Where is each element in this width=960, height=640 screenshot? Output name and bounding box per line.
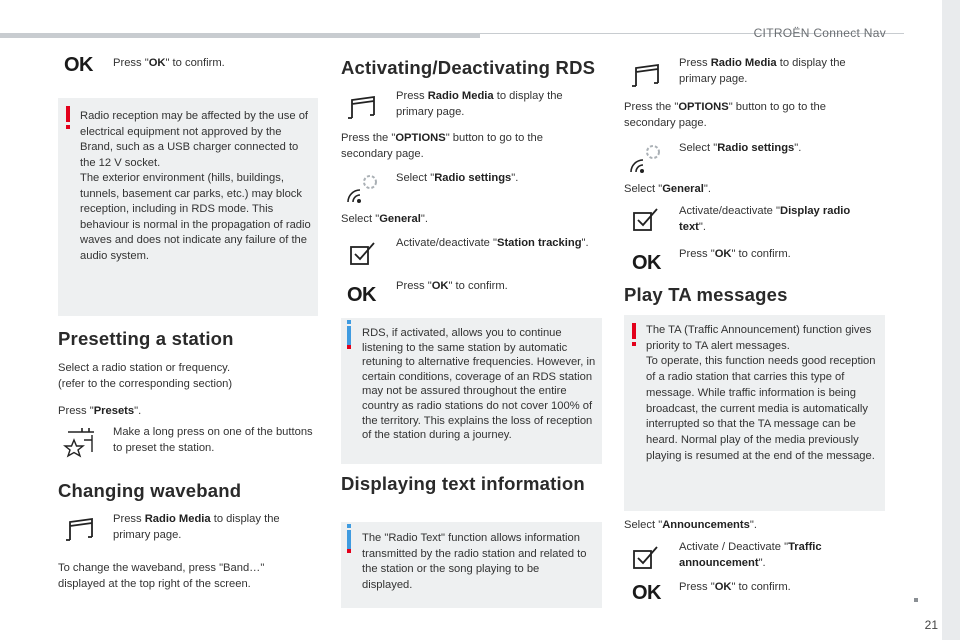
ok-icon: OK <box>632 252 661 274</box>
info-radio-text-text: The "Radio Text" function allows information transmitted by the radio station and related to the station or the song playing to be displayed. <box>362 532 587 591</box>
heading-rds: Activating/Deactivating RDS <box>341 57 596 78</box>
col3-ok-confirm-text: Press "OK" to confirm. <box>679 248 791 260</box>
heading-play-ta-messages: Play TA messages <box>624 284 788 305</box>
waveband-press-media-text: Press Radio Media to display the primary page. <box>113 513 280 541</box>
info-box-rds <box>341 318 602 464</box>
ta-ok-confirm-text: Press "OK" to confirm. <box>679 581 791 593</box>
warning-ta-text: The TA (Traffic Announcement) function gives priority to TA alert messages. To operate, this function needs good reception of a radio station that carries this type of message. While traffic information is being broadcast, the current media is automatically interrupted so that the TA message can be heard. Normal play of the media previously playing is resumed at the end of the message. <box>646 324 876 462</box>
ok-icon: OK <box>632 582 661 604</box>
presetting-line-2: (refer to the corresponding section) <box>58 378 233 390</box>
preset-star-icon <box>62 426 102 462</box>
checkbox-icon <box>631 206 661 234</box>
header-rule-thick <box>0 33 480 38</box>
info-icon <box>347 530 351 550</box>
checkbox-icon <box>631 544 661 572</box>
header-title: CITROËN Connect Nav <box>753 26 886 40</box>
col3-general-text: Select "General". <box>624 183 711 195</box>
info-box-radio-text <box>341 522 602 608</box>
heading-changing-waveband: Changing waveband <box>58 480 242 501</box>
rds-radio-settings-text: Select "Radio settings". <box>396 172 519 184</box>
page-sidebar <box>942 0 960 640</box>
radio-settings-icon <box>627 142 663 176</box>
waveband-change-text: To change the waveband, press "Band…" displayed at the top right of the screen. <box>58 562 265 590</box>
music-note-icon <box>630 62 662 90</box>
ok-icon: OK <box>347 284 376 306</box>
rds-activate-station-tracking-text: Activate/deactivate "Station tracking". <box>396 237 589 249</box>
warning-box-ta <box>624 315 885 511</box>
preset-long-press-text: Make a long press on one of the buttons to preset the station. <box>113 426 313 454</box>
warning-reception-text: Radio reception may be affected by the use of electrical equipment not approved by the Brand, such as a USB charger connected to the 12 V socket. The exterior environment (hills, buildings, tunnels, basement car parks, etc.) may block reception, including in RDS mode. This behaviour is normal in the propagation of radio waves and does not indicate any failure of the audio system. <box>80 110 311 262</box>
music-note-icon <box>346 94 378 122</box>
col3-options-text: Press the "OPTIONS" button to go to the secondary page. <box>624 101 826 129</box>
warning-box-reception <box>58 98 318 316</box>
heading-displaying-text-information: Displaying text information <box>341 473 585 494</box>
presets-press-text: Press "Presets". <box>58 405 142 417</box>
warning-exclamation-icon <box>632 323 636 339</box>
ta-announcements-text: Select "Announcements". <box>624 519 757 531</box>
col3-press-media-text: Press Radio Media to display the primary page. <box>679 57 846 85</box>
checkbox-icon <box>348 240 378 268</box>
rds-press-media-text: Press Radio Media to display the primary page. <box>396 90 563 118</box>
col3-activate-display-radio-text: Activate/deactivate "Display radio text". <box>679 205 851 233</box>
warning-exclamation-icon <box>66 106 70 122</box>
info-icon <box>347 326 351 346</box>
rds-general-text: Select "General". <box>341 213 428 225</box>
ok-confirm-text: Press "OK" to confirm. <box>113 57 225 69</box>
col3-radio-settings-text: Select "Radio settings". <box>679 142 802 154</box>
ta-activate-traffic-announcement-text: Activate / Deactivate "Traffic announcement". <box>679 541 822 569</box>
heading-presetting: Presetting a station <box>58 328 234 349</box>
music-note-icon <box>64 516 96 544</box>
rds-ok-confirm-text: Press "OK" to confirm. <box>396 280 508 292</box>
page-number: 21 <box>924 618 938 632</box>
info-rds-text: RDS, if activated, allows you to continue listening to the same station by automatic retuning to alternative frequencies. However, in certain conditions, coverage of an RDS station may not be assured throughout the entire country as radio stations do not cover 100% of the territory. This explains the loss of reception of the station during a journey. <box>362 327 596 442</box>
ok-icon: OK <box>64 54 93 76</box>
presetting-line-1: Select a radio station or frequency. <box>58 362 231 374</box>
page-marker-dot <box>914 598 918 602</box>
rds-options-text: Press the "OPTIONS" button to go to the secondary page. <box>341 132 543 160</box>
radio-settings-icon <box>344 172 380 206</box>
